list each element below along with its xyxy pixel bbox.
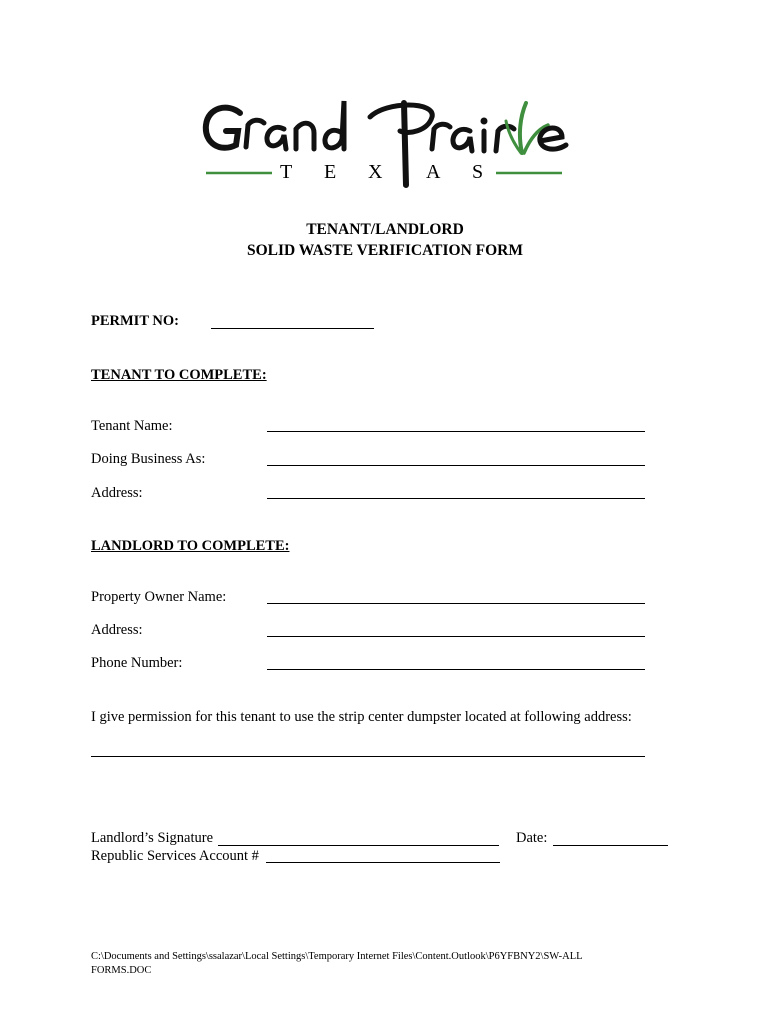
owner-name-label: Property Owner Name:	[91, 589, 227, 605]
permission-text: I give permission for this tenant to use the strip center dumpster located at following address:	[91, 709, 632, 725]
logo-letter: T	[280, 161, 295, 183]
owner-name-field[interactable]	[267, 603, 645, 604]
phone-number-label: Phone Number:	[91, 655, 183, 671]
signature-field[interactable]	[218, 845, 499, 846]
grand-prairie-logo-graphic	[200, 95, 572, 190]
tenant-name-field[interactable]	[267, 431, 645, 432]
tenant-dba-label: Doing Business As:	[91, 451, 206, 467]
file-path-footer	[91, 950, 651, 978]
logo-letter: S	[472, 161, 484, 183]
date-field[interactable]	[553, 845, 668, 846]
logo-letter: X	[368, 161, 383, 183]
account-label: Republic Services Account #	[91, 848, 259, 864]
footer-line2: FORMS.DOC	[91, 965, 152, 976]
form-title-line2: SOLID WASTE VERIFICATION FORM	[246, 242, 524, 259]
permit-label: PERMIT NO:	[91, 313, 179, 329]
tenant-name-label: Tenant Name:	[91, 418, 173, 434]
permit-field[interactable]	[211, 328, 374, 329]
tenant-heading: TENANT TO COMPLETE:	[91, 367, 267, 383]
footer-line1: C:\Documents and Settings\ssalazar\Local Settings\Temporary Internet Files\Content.Outlook\P6YFBNY2\SW-ALL	[91, 951, 583, 962]
logo-letter: E	[324, 161, 337, 183]
account-field[interactable]	[266, 862, 500, 863]
form-title-line1: TENANT/LANDLORD	[306, 221, 464, 238]
landlord-heading: LANDLORD TO COMPLETE:	[91, 538, 290, 554]
tenant-dba-field[interactable]	[267, 465, 645, 466]
landlord-address-field[interactable]	[267, 636, 645, 637]
phone-number-field[interactable]	[267, 669, 645, 670]
tenant-address-label: Address:	[91, 485, 143, 501]
date-label: Date:	[516, 830, 548, 846]
dumpster-address-field[interactable]	[91, 756, 645, 757]
landlord-address-label: Address:	[91, 622, 143, 638]
logo-letter: A	[426, 161, 441, 183]
signature-label: Landlord’s Signature	[91, 830, 214, 846]
grand-prairie-logo	[200, 95, 572, 190]
tenant-address-field[interactable]	[267, 498, 645, 499]
